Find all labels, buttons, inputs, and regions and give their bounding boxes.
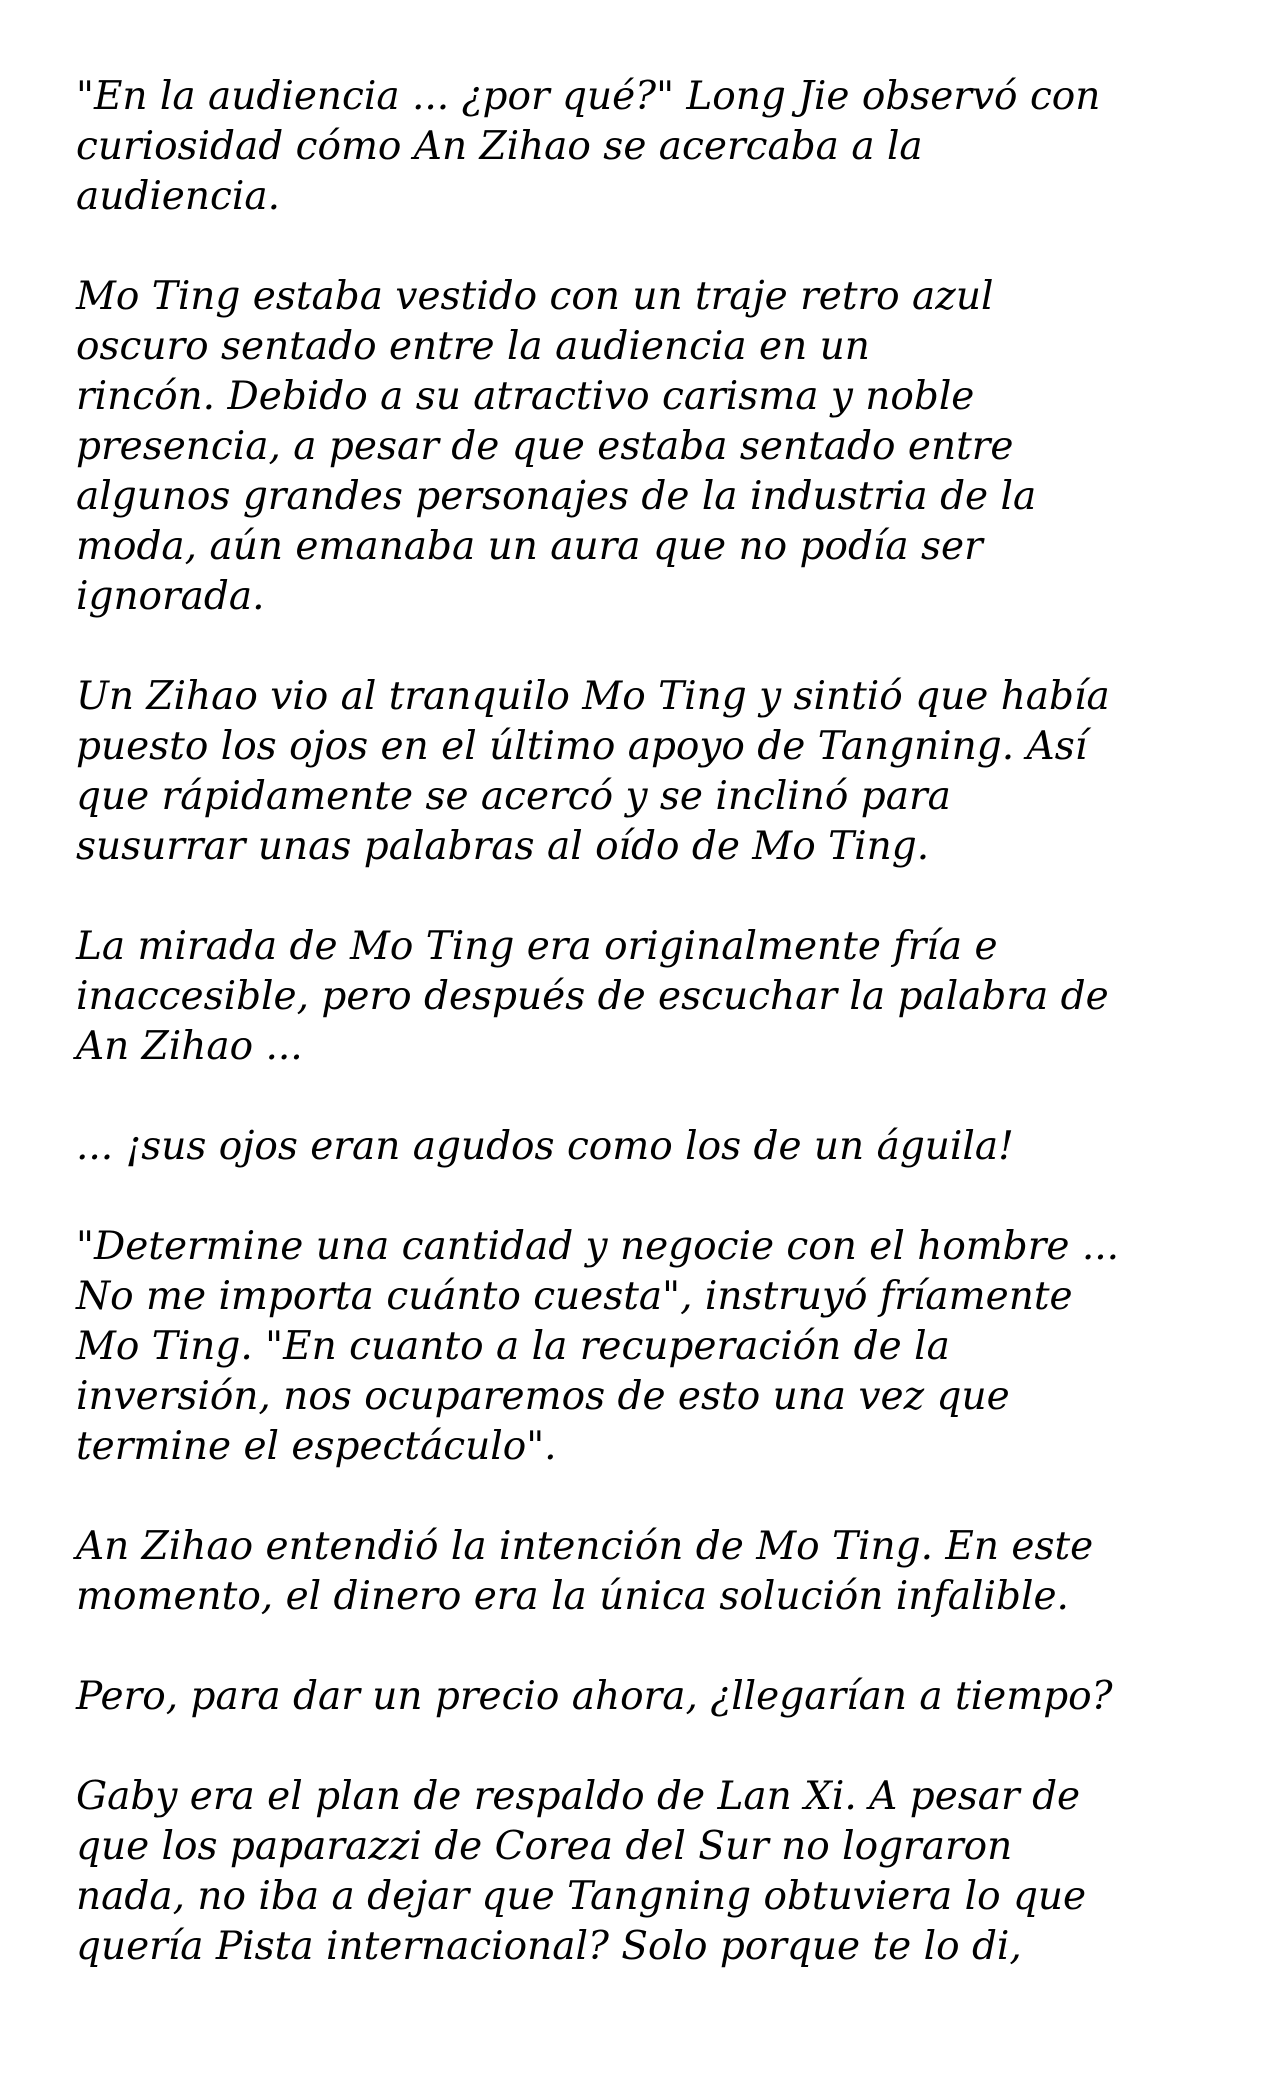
paragraph-7 bbox=[76, 1522, 1215, 1622]
text-line: que rápidamente se acercó y se inclinó para bbox=[76, 774, 951, 819]
text-line: que los paparazzi de Corea del Sur no lograron bbox=[76, 1824, 1013, 1869]
text-line: susurrar unas palabras al oído de Mo Ting. bbox=[76, 824, 930, 869]
paragraph-6 bbox=[76, 1222, 1215, 1472]
text-line: inaccesible, pero después de escuchar la palabra de bbox=[76, 974, 1109, 1019]
text-line: "En la audiencia ... ¿por qué?" Long Jie observó con bbox=[76, 74, 1101, 119]
text-line: rincón. Debido a su atractivo carisma y noble bbox=[76, 374, 975, 419]
text-line: Un Zihao vio al tranquilo Mo Ting y sintió que había bbox=[76, 674, 1110, 719]
paragraph-4 bbox=[76, 922, 1215, 1072]
text-line: puesto los ojos en el último apoyo de Tangning. Así bbox=[76, 724, 1088, 769]
paragraph-1 bbox=[76, 72, 1215, 222]
paragraph-9 bbox=[76, 1772, 1215, 1972]
text-line: nada, no iba a dejar que Tangning obtuviera lo que bbox=[76, 1874, 1087, 1919]
text-line: oscuro sentado entre la audiencia en un bbox=[76, 324, 870, 369]
text-line: ... ¡sus ojos eran agudos como los de un águila! bbox=[76, 1124, 1014, 1169]
text-line: An Zihao entendió la intención de Mo Ting. En este bbox=[76, 1524, 1094, 1569]
text-line: momento, el dinero era la única solución infalible. bbox=[76, 1574, 1069, 1619]
text-line: "Determine una cantidad y negocie con el hombre ... bbox=[76, 1224, 1120, 1269]
text-line: quería Pista internacional? Solo porque te lo di, bbox=[76, 1924, 1022, 1969]
paragraph-3 bbox=[76, 672, 1215, 872]
text-line: Mo Ting. "En cuanto a la recuperación de la bbox=[76, 1324, 950, 1369]
text-line: Pero, para dar un precio ahora, ¿llegarían a tiempo? bbox=[76, 1674, 1113, 1719]
text-line: inversión, nos ocuparemos de esto una vez que bbox=[76, 1374, 1010, 1419]
text-line: An Zihao ... bbox=[76, 1024, 303, 1069]
text-line: audiencia. bbox=[76, 174, 280, 219]
text-line: Mo Ting estaba vestido con un traje retro azul bbox=[76, 274, 994, 319]
text-line: curiosidad cómo An Zihao se acercaba a la bbox=[76, 124, 923, 169]
paragraph-2 bbox=[76, 272, 1215, 622]
text-line: No me importa cuánto cuesta", instruyó fríamente bbox=[76, 1274, 1073, 1319]
paragraph-5 bbox=[76, 1122, 1215, 1172]
text-line: presencia, a pesar de que estaba sentado entre bbox=[76, 424, 1014, 469]
paragraph-8 bbox=[76, 1672, 1215, 1722]
text-line: Gaby era el plan de respaldo de Lan Xi. A pesar de bbox=[76, 1774, 1081, 1819]
text-line: moda, aún emanaba un aura que no podía ser bbox=[76, 524, 983, 569]
text-line: algunos grandes personajes de la industria de la bbox=[76, 474, 1037, 519]
text-line: La mirada de Mo Ting era originalmente fría e bbox=[76, 924, 998, 969]
text-line: ignorada. bbox=[76, 574, 265, 619]
text-line: termine el espectáculo". bbox=[76, 1424, 557, 1469]
